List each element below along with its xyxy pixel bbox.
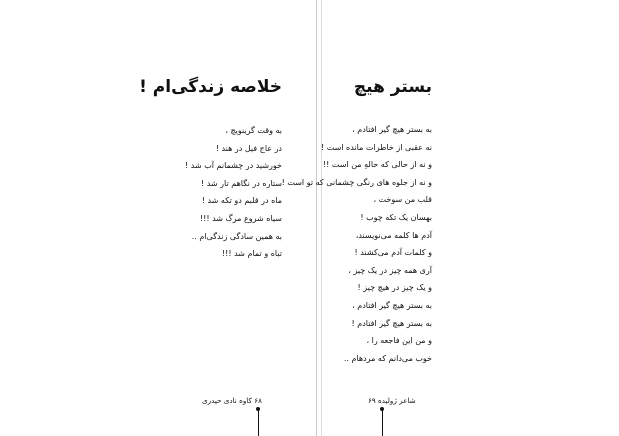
poem-line: نه عقبی از خاطرات مانده است ! [320,142,432,152]
page-footer-right: شاعر ژولیده ۶۹ [368,396,416,405]
right-page [281,0,432,436]
poem-line: به بستر هیچ گیر افتادم ، [352,125,432,134]
poem-line: خوب می‌دانم که مردهام .. [343,353,432,363]
poem-line: ستاره در نگاهم تار شد ! [200,178,282,188]
left-page [140,0,282,436]
poem-title-left: خلاصه زندگی‌ام ! [139,77,282,97]
poem-line: ماه در قلبم دو تکه شد ! [201,196,282,206]
poem-line: و یک چیز در هیچ چیز ! [357,283,432,293]
poem-line: بهسان یک تکه چوب ! [360,212,432,222]
poem-line: و من این فاجعه را ، [366,336,432,346]
poem-line: آدم ها کلمه می‌نویسند، [355,230,432,240]
poem-line: به وقت گرینویچ ، [225,126,282,135]
footer-pin-icon [380,407,384,436]
poem-line: و کلمات آدم می‌کشند ! [354,248,432,258]
poem-title-right: بستر هیچ [353,77,432,97]
poem-line: قلب من سوخت ، [373,195,432,205]
poem-line: به بستر هیچ گیر افتادم ! [351,318,432,328]
poem-line: و نه از جلوه های رنگی چشمانی که تو است ! [281,177,432,187]
pin-stem [258,410,259,436]
poem-line: تباه و تمام شد !!! [221,249,282,259]
poem-lines-left [185,122,282,263]
poem-lines-right [282,121,432,367]
poem-line: و نه از حالی که حالهِ من است !! [322,160,432,170]
poem-line: در عاج فیل در هند ! [215,143,282,153]
poem-line: به همین سادگی زندگی‌ام .. [191,231,282,241]
poem-line: سیاه شروع مرگ شد !!! [199,213,282,223]
poem-line: به بستر هیچ گیر افتادم ، [352,300,432,310]
poem-line: آری همه چیز در یک چیز ، [348,265,432,275]
page-footer-left: ۶۸ کاوه نادی حیدری [202,396,262,405]
pin-stem [382,410,383,436]
footer-pin-icon [256,407,260,436]
poem-line: خورشید در چشمانم آب شد ! [185,161,282,171]
